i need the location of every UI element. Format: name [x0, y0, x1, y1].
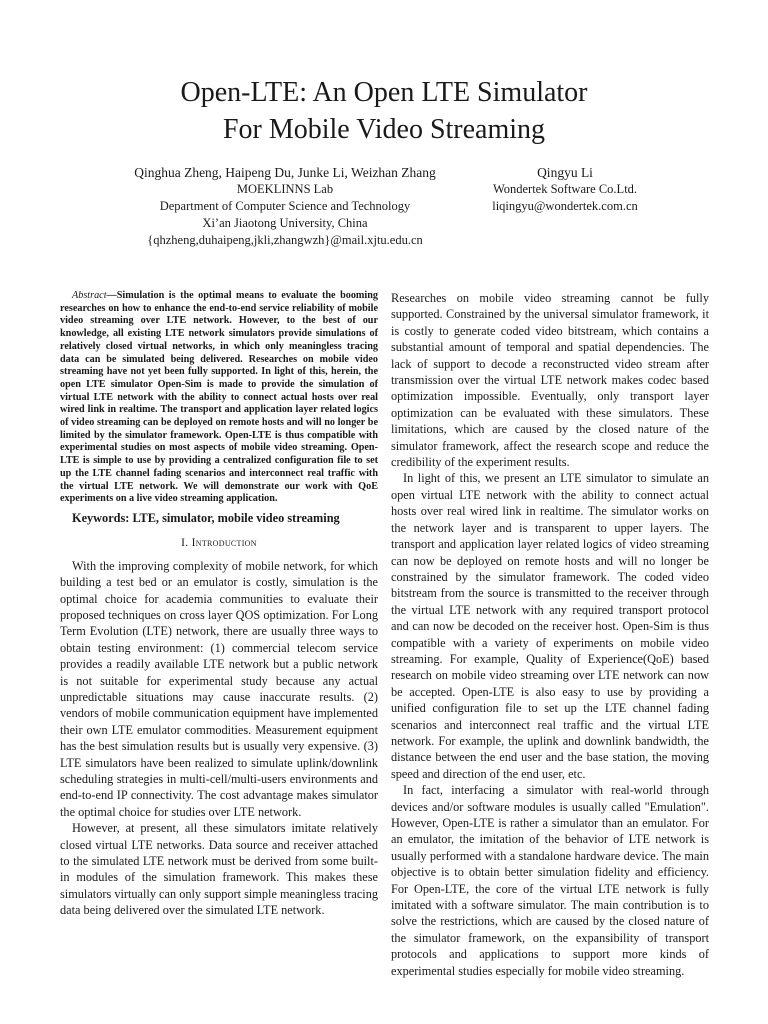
title-line-2: For Mobile Video Streaming: [222, 114, 546, 145]
right-paragraph-3: In fact, interfacing a simulator with real-world through devices and/or software modules is usually called "Emulation". However, Open-LTE is rather a simulator than an emulator. For an emulator, the imitation of the behavior of LTE network is usually performed with a standalone hardware device. The main objective is to obtain better simulation fidelity and efficiency. For Open-LTE, the core of the virtual LTE network is fully imitated with a software simulator. The main contribution is to solve the restrictions, which are caused by the closed nature of the simulator framework, on the expansibility of transport protocols and applications to support more kinds of experimental studies especially for mobile video streaming.: [391, 783, 709, 978]
author-email-left: {qhzheng,duhaipeng,jkli,zhangwzh}@mail.xjtu.edu.cn: [147, 233, 423, 247]
section-heading-introduction: I. Introduction: [181, 537, 257, 550]
author-university: Xi’an Jiaotong University, China: [202, 216, 368, 230]
right-paragraph-2: In light of this, we present an LTE simulator to simulate an open virtual LTE network with the ability to connect actual hosts over real wired link in realtime. The simulator works on the network layer and is transparent to upper layers. The transport and application layer related logics of video streaming can now be deployed on remote hosts and will no longer be constrained by the simulator framework. The coded video bitstream from the source is transmitted to the receiver through the virtual LTE network with any required transport protocol and can now be decoded on the receiver host. Open-Sim is thus compatible with a variety of experiments on mobile video streaming. For example, Quality of Experience(QoE) based research on mobile video streaming over LTE network can now be accepted. Open-LTE is also easy to use by providing a unified configuration file to set up the LTE channel fading scenarios and interconnect real traffic and the virtual LTE network. For example, the uplink and downlink bandwidth, the distance between the end user and the base station, the moving speed and direction of the end user, etc.: [391, 471, 709, 781]
abstract-text: —Simulation is the optimal means to evaluate the booming researches on how to enhance the end-to-end service reliability of mobile video streaming over LTE network. However, to the best of our knowledge, all existing LTE network simulators provide simulations of relatively closed virtual networks, in which only meaningless tracing data can be simulated being delivered. Researches on mobile video streaming have not yet been fully supported. In light of this, herein, the open LTE simulator Open-Sim is made to provide the simulation of virtual LTE network with the ability to connect actual hosts over real wired link in realtime. The transport and application layer related logics of video streaming can be deployed on remote hosts and will no longer be limited by the simulator framework. Open-LTE is thus compatible with experimental studies on most aspects of mobile video streaming. Open-LTE is simple to use by providing a centralized configuration file to set up the LTE channel fading scenarios and interconnect real traffic with the virtual LTE network. We will demonstrate our work with QoE experiments on a live video streaming application.: [60, 290, 378, 505]
author-names-right: Qingyu Li: [537, 165, 593, 180]
author-email-right: liqingyu@wondertek.com.cn: [492, 199, 638, 213]
left-paragraph-2: However, at present, all these simulators imitate relatively closed virtual LTE networks. Data source and receiver attached to the simulated LTE network must be derived from some built-in modules of the simulation framework. This makes these simulators virtually can only support simple meaningless tracing data being delivered over the simulated LTE network.: [60, 821, 378, 918]
author-block-left: [105, 164, 465, 249]
keywords: Keywords: LTE, simulator, mobile video streaming: [72, 510, 340, 525]
abstract-label: Abstract: [72, 290, 107, 301]
paper-title: [0, 74, 768, 148]
author-department: Department of Computer Science and Technology: [159, 199, 411, 213]
left-paragraph-1: With the improving complexity of mobile network, for which building a test bed or an emulator is costly, simulation is the optimal choice for academia communities to evaluate their proposed techniques on cross layer QOS optimization. For Long Term Evolution (LTE) network, there are usually three ways to obtain testing environment: (1) commercial telecom service provides a readily available LTE network but a public network is not suitable for experimental study because any actual unpredictable situations may cause inaccurate results. (2) vendors of mobile communication equipment have implemented their own LTE emulator commodities. Measurement equipment has the best simulation results but is usually very expensive. (3) LTE simulators have been realized to simulate uplink/downlink scheduling strategies in multi-cell/multi-users environments and end-to-end IP connectivity. The cost advantage makes simulator the optimal choice for studies over LTE network.: [60, 558, 378, 819]
author-organization: Wondertek Software Co.Ltd.: [492, 182, 638, 196]
author-lab: MOEKLINNS Lab: [236, 182, 334, 196]
author-names-left: Qinghua Zheng, Haipeng Du, Junke Li, Weizhan Zhang: [134, 165, 436, 180]
right-paragraph-1: Researches on mobile video streaming cannot be fully supported. Constrained by the universal simulator framework, it is costly to generate coded video bitstream, which contains a substantial amount of temporal and spatial dependencies. The lack of support to decode a reconstructed video stream after transmission over the virtual LTE network makes codec based optimization impossible. Eventually, only transport layer optimization can be evaluated with these simulators. These limitations, which are caused by the closed nature of the simulator framework, affect the research scope and reduce the credibility of the experiment results.: [391, 291, 709, 470]
right-column: [391, 290, 709, 979]
title-line-1: Open-LTE: An Open LTE Simulator: [180, 77, 588, 108]
abstract: [60, 290, 378, 506]
left-column: [60, 290, 378, 919]
author-block-right: [470, 164, 660, 215]
